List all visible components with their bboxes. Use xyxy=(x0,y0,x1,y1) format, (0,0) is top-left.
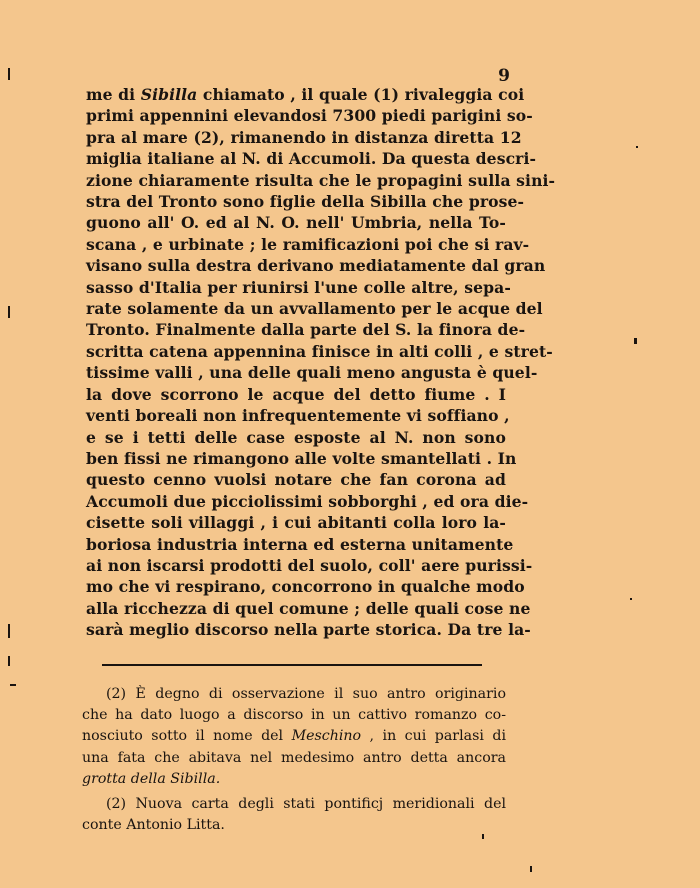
text-line: mo che vi respirano, concorrono in qualche modo xyxy=(86,577,525,597)
scan-edge-mark xyxy=(8,656,10,666)
text-line: primi appennini elevandosi 7300 piedi parigini so- xyxy=(86,106,533,126)
scan-edge-mark xyxy=(10,684,16,686)
text-line: sasso d'Italia per riunirsi l'une colle altre, sepa- xyxy=(86,277,511,297)
scan-edge-mark xyxy=(8,68,10,80)
text-line: pra al mare (2), rimanendo in distanza diretta 12 xyxy=(86,127,522,147)
scan-speck xyxy=(630,598,632,600)
text-line: scritta catena appennina finisce in alti colli , e stret- xyxy=(86,341,553,361)
page-number: 9 xyxy=(498,66,510,86)
scan-speck xyxy=(636,146,638,148)
text-line: stra del Tronto sono figlie della Sibilla che prose- xyxy=(86,192,525,212)
text-line: Accumoli due picciolissimi sobborghi , ed ora die- xyxy=(86,491,529,511)
main-text xyxy=(86,84,556,641)
footnote-line: che ha dato luogo a discorso in un cattivo romanzo co- xyxy=(82,707,506,724)
text-line: venti boreali non infrequentemente vi soffiano , xyxy=(86,406,510,426)
text-line: zione chiaramente risulta che le propagini sulla sini- xyxy=(86,170,556,190)
scan-speck xyxy=(634,338,637,344)
scan-edge-mark xyxy=(8,306,10,318)
footnote-divider xyxy=(102,664,482,666)
text-line: scana , e urbinate ; le ramificazioni poi che si rav- xyxy=(86,234,530,254)
footnote-line: (2) Nuova carta degli stati pontificj meridionali del xyxy=(106,796,506,813)
text-line: rate solamente da un avvallamento per le acque del xyxy=(86,299,543,319)
text-line: alla ricchezza di quel comune ; delle quali cose ne xyxy=(86,598,531,618)
footnote-line: conte Antonio Litta. xyxy=(82,817,225,834)
text-line: la dove scorrono le acque del detto fiume . I xyxy=(86,384,506,404)
text-line: cisette soli villaggi , i cui abitanti colla loro la- xyxy=(86,513,506,533)
text-line: guono all' O. ed al N. O. nell' Umbria, nella To- xyxy=(86,213,506,233)
text-line: e se i tetti delle case esposte al N. non sono xyxy=(86,427,506,447)
text-line: ben fissi ne rimangono alle volte smantellati . In xyxy=(86,448,517,468)
footnote-line: (2) È degno di osservazione il suo antro originario xyxy=(106,686,506,702)
text-line: visano sulla destra derivano mediatamente dal gran xyxy=(86,256,546,276)
text-line: tissime valli , una delle quali meno angusta è quel- xyxy=(86,363,538,383)
text-line: boriosa industria interna ed esterna unitamente xyxy=(86,534,514,554)
scan-speck xyxy=(482,834,484,839)
text-line: ai non iscarsi prodotti del suolo, coll' aere purissi- xyxy=(86,555,533,575)
text-line: questo cenno vuolsi notare che fan corona ad xyxy=(86,470,506,490)
footnote-line: una fata che abitava nel medesimo antro detta ancora xyxy=(82,749,506,766)
footnotes xyxy=(82,684,506,836)
scan-speck xyxy=(530,866,532,872)
footnote-line: nosciuto sotto il nome del Meschino , in cui parlasi di xyxy=(82,728,506,745)
text-line: miglia italiane al N. di Accumoli. Da questa descri- xyxy=(86,149,537,169)
footnote-line: grotta della Sibilla. xyxy=(82,770,221,787)
footnote xyxy=(82,794,506,836)
text-line: me di Sibilla chiamato , il quale (1) rivaleggia coi xyxy=(86,85,525,104)
scan-edge-mark xyxy=(8,624,10,638)
text-line: Tronto. Finalmente dalla parte del S. la finora de- xyxy=(86,320,526,340)
text-line: sarà meglio discorso nella parte storica. Da tre la- xyxy=(86,620,531,640)
footnote xyxy=(82,684,506,790)
